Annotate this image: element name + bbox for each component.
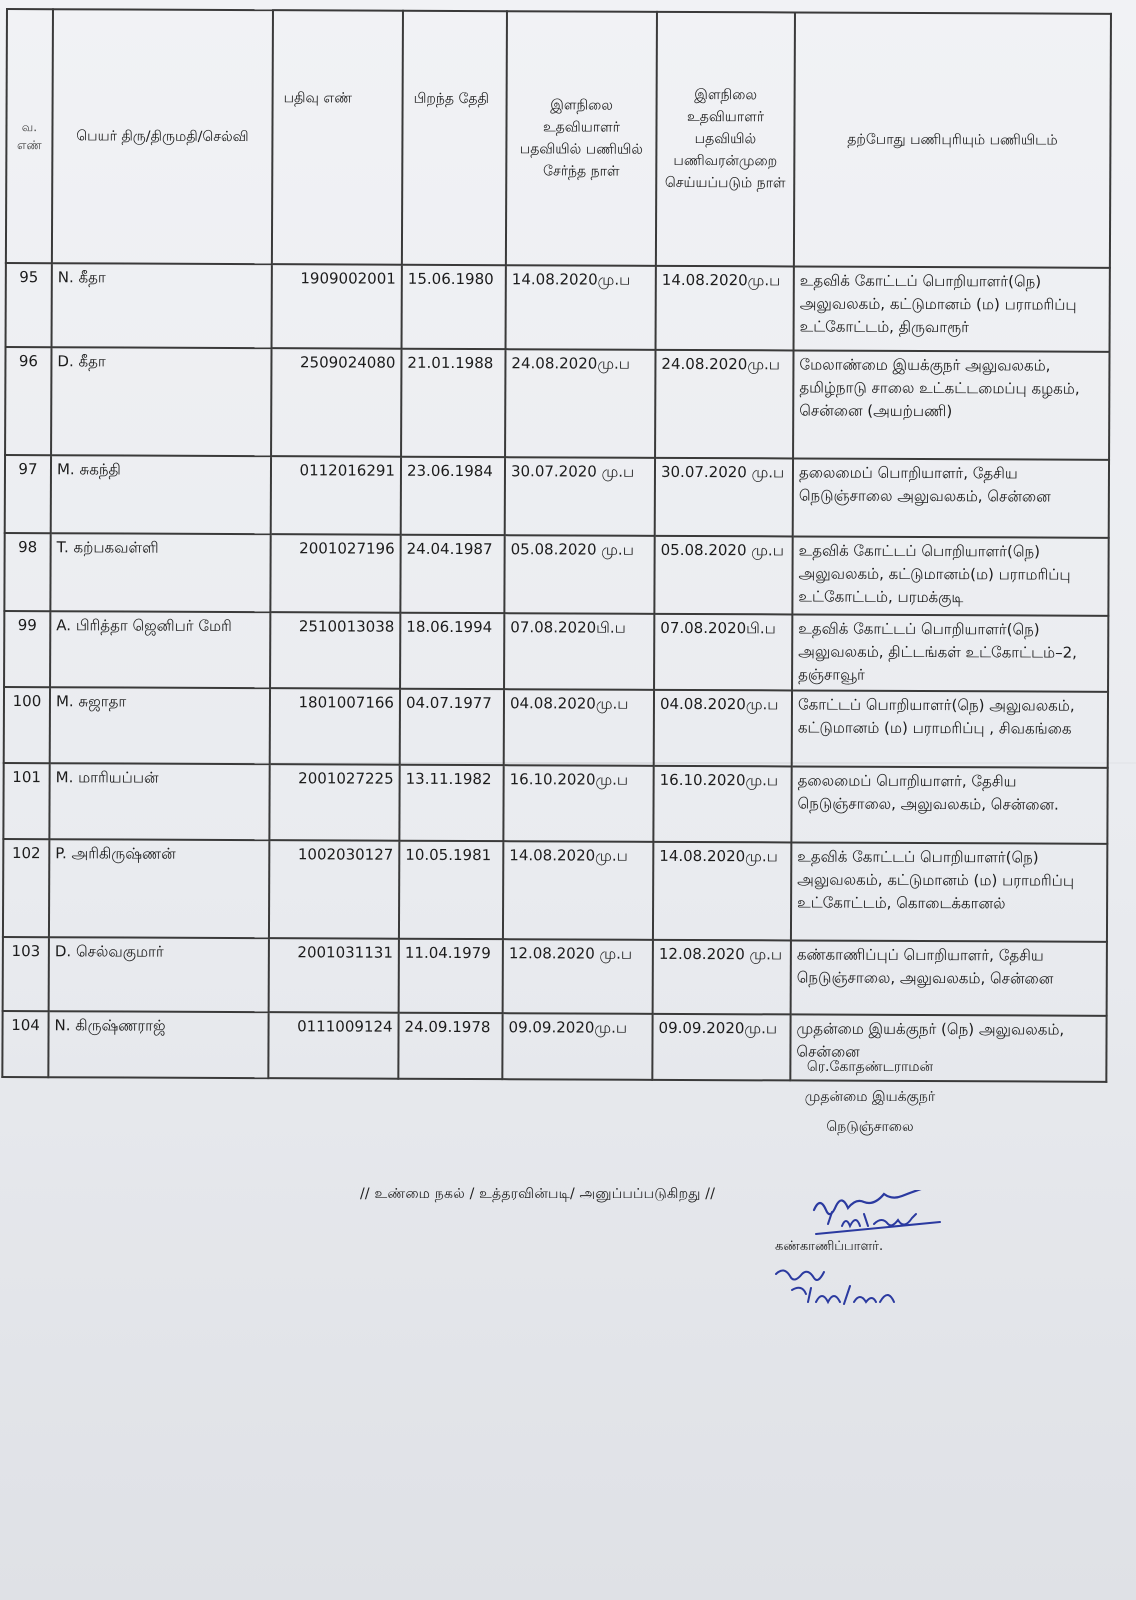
regularisation-date-cell: 05.08.2020 மு.ப (654, 536, 792, 615)
signatory-department: நெடுஞ்சாலை (826, 1119, 914, 1135)
name-cell: D. கீதா (51, 347, 271, 456)
joining-date-cell: 30.07.2020 மு.ப (505, 457, 655, 536)
joining-date-cell: 24.08.2020மு.ப (505, 349, 655, 458)
date-of-birth-cell: 15.06.1980 (402, 265, 506, 349)
regularisation-date-cell: 24.08.2020மு.ப (655, 350, 793, 459)
workplace-cell: தலைமைப் பொறியாளர், தேசிய நெடுஞ்சாலை, அலுவலகம், சென்னை. (791, 766, 1107, 843)
date-of-birth-cell: 13.11.1982 (399, 765, 503, 841)
regularisation-date-cell: 30.07.2020 மு.ப (655, 458, 793, 537)
workplace-cell: உதவிக் கோட்டப் பொறியாளர்(நெ) அலுவலகம், கட்டுமானம்(ம) பராமரிப்பு உட்கோட்டம், பரமக்குடி (792, 536, 1108, 615)
serial-number-cell: 98 (4, 533, 50, 611)
serial-number-cell: 95 (6, 263, 52, 347)
joining-date-cell: 07.08.2020பி.ப (504, 613, 654, 690)
joining-date-cell: 09.09.2020மு.ப (502, 1013, 652, 1080)
name-cell: D. செல்வகுமார் (49, 937, 269, 1012)
supervisor-title: கண்காணிப்பாளர். (775, 1239, 884, 1254)
serial-number-cell: 100 (4, 687, 50, 763)
joining-date-cell: 05.08.2020 மு.ப (504, 535, 654, 614)
serial-number-cell: 102 (3, 839, 49, 937)
employee-table (1, 8, 1112, 1083)
workplace-cell: உதவிக் கோட்டப் பொறியாளர்(நெ) அலுவலகம், கட்டுமானம் (ம) பராமரிப்பு உட்கோட்டம், கொடைக்கானல் (791, 842, 1107, 941)
serial-number-cell: 101 (3, 763, 49, 839)
registration-number-cell: 2001031131 (269, 938, 399, 1013)
header-current-workplace: தற்போது பணிபுரியும் பணியிடம் (794, 12, 1111, 267)
workplace-cell: உதவிக் கோட்டப் பொறியாளர்(நெ) அலுவலகம், கட்டுமானம் (ம) பராமரிப்பு உட்கோட்டம், திருவாரூர் (794, 266, 1110, 351)
serial-number-cell: 103 (3, 937, 49, 1011)
table-row (5, 347, 1109, 460)
true-copy-certification: // உண்மை நகல் / உத்தரவின்படி/ அனுப்பப்படுகிறது // (360, 1186, 716, 1202)
date-of-birth-cell: 24.04.1987 (400, 535, 504, 613)
joining-date-cell: 04.08.2020மு.ப (504, 689, 654, 766)
joining-date-cell: 12.08.2020 மு.ப (503, 939, 653, 1014)
signatory-designation: முதன்மை இயக்குநர் (804, 1089, 936, 1105)
date-of-birth-cell: 24.09.1978 (398, 1013, 502, 1079)
name-cell: P. அரிகிருஷ்ணன் (49, 839, 269, 938)
workplace-cell: முதன்மை இயக்குநர் (நெ) அலுவலகம், சென்னை (790, 1014, 1106, 1081)
registration-number-cell: 1002030127 (269, 840, 399, 939)
name-cell: N. கீதா (52, 263, 272, 348)
joining-date-cell: 16.10.2020மு.ப (503, 765, 653, 842)
handwritten-signature-supervisor (808, 1190, 948, 1240)
name-cell: T. கற்பகவள்ளி (50, 533, 270, 612)
signatory-name: ரெ.கோதண்டராமன் (806, 1059, 934, 1075)
workplace-cell: கண்காணிப்புப் பொறியாளர், தேசிய நெடுஞ்சாலை, அலுவலகம், சென்னை (791, 940, 1107, 1015)
workplace-cell: மேலாண்மை இயக்குநர் அலுவலகம், தமிழ்நாடு சாலை உட்கட்டமைப்பு கழகம், சென்னை (அயற்பணி) (793, 350, 1109, 459)
registration-number-cell: 2510013038 (270, 612, 400, 689)
workplace-cell: தலைமைப் பொறியாளர், தேசிய நெடுஞ்சாலை அலுவலகம், சென்னை (793, 458, 1109, 537)
date-of-birth-cell: 23.06.1984 (401, 457, 505, 535)
table-row (4, 687, 1108, 768)
signatory-block (760, 1052, 980, 1142)
joining-date-cell: 14.08.2020மு.ப (503, 841, 653, 940)
regularisation-date-cell: 07.08.2020பி.ப (654, 614, 792, 691)
name-cell: A. பிரித்தா ஜெனிபர் மேரி (50, 611, 270, 688)
serial-number-cell: 99 (4, 611, 50, 687)
name-cell: M. சுகந்தி (51, 455, 271, 534)
regularisation-date-cell: 14.08.2020மு.ப (656, 266, 794, 351)
workplace-cell: உதவிக் கோட்டப் பொறியாளர்(நெ) அலுவலகம், திட்டங்கள் உட்கோட்டம்–2, தஞ்சாவூர் (792, 614, 1108, 691)
registration-number-cell: 1801007166 (270, 688, 400, 765)
table-row (4, 533, 1108, 616)
header-registration-number: பதிவு எண் (272, 10, 403, 265)
serial-number-cell: 96 (5, 347, 51, 455)
handwritten-initial-and-date (770, 1262, 910, 1316)
name-cell: N. கிருஷ்ணராஜ் (48, 1011, 268, 1078)
date-of-birth-cell: 10.05.1981 (399, 841, 503, 939)
table-body (2, 263, 1110, 1082)
table-row (3, 763, 1107, 844)
table-row (3, 839, 1107, 942)
header-serial-number: வ. எண் (6, 9, 53, 263)
registration-number-cell: 0111009124 (268, 1012, 398, 1079)
table-row (5, 455, 1109, 538)
table-row (4, 611, 1108, 692)
date-of-birth-cell: 18.06.1994 (400, 613, 504, 689)
registration-number-cell: 2509024080 (271, 348, 401, 457)
header-regularisation-date: இளநிலை உதவியாளர் பதவியில் பணிவரன்முறை செய்யப்படும் நாள் (656, 12, 795, 267)
serial-number-cell: 104 (2, 1011, 48, 1077)
regularisation-date-cell: 16.10.2020மு.ப (653, 766, 791, 843)
table-row (3, 937, 1107, 1016)
registration-number-cell: 2001027225 (269, 764, 399, 841)
registration-number-cell: 0112016291 (271, 456, 401, 535)
header-joining-date: இளநிலை உதவியாளர் பதவியில் பணியில் சேர்ந்த நாள் (506, 11, 657, 266)
date-of-birth-cell: 21.01.1988 (401, 349, 505, 457)
joining-date-cell: 14.08.2020மு.ப (506, 265, 656, 350)
name-cell: M. சுஜாதா (50, 687, 270, 764)
registration-number-cell: 1909002001 (272, 264, 402, 349)
registration-number-cell: 2001027196 (270, 534, 400, 613)
regularisation-date-cell: 14.08.2020மு.ப (653, 842, 791, 941)
regularisation-date-cell: 12.08.2020 மு.ப (653, 940, 791, 1015)
workplace-cell: கோட்டப் பொறியாளர்(நெ) அலுவலகம், கட்டுமானம் (ம) பராமரிப்பு , சிவகங்கை (792, 690, 1108, 767)
serial-number-cell: 97 (5, 455, 51, 533)
name-cell: M. மாரியப்பன் (49, 763, 269, 840)
table-row (6, 263, 1110, 352)
header-date-of-birth: பிறந்த தேதி (402, 11, 507, 265)
date-of-birth-cell: 11.04.1979 (399, 939, 503, 1013)
regularisation-date-cell: 04.08.2020மு.ப (654, 690, 792, 767)
header-name: பெயர் திரு/திருமதி/செல்வி (52, 9, 273, 264)
date-of-birth-cell: 04.07.1977 (400, 689, 504, 765)
regularisation-date-cell: 09.09.2020மு.ப (652, 1014, 790, 1081)
table-header-row (6, 9, 1111, 268)
